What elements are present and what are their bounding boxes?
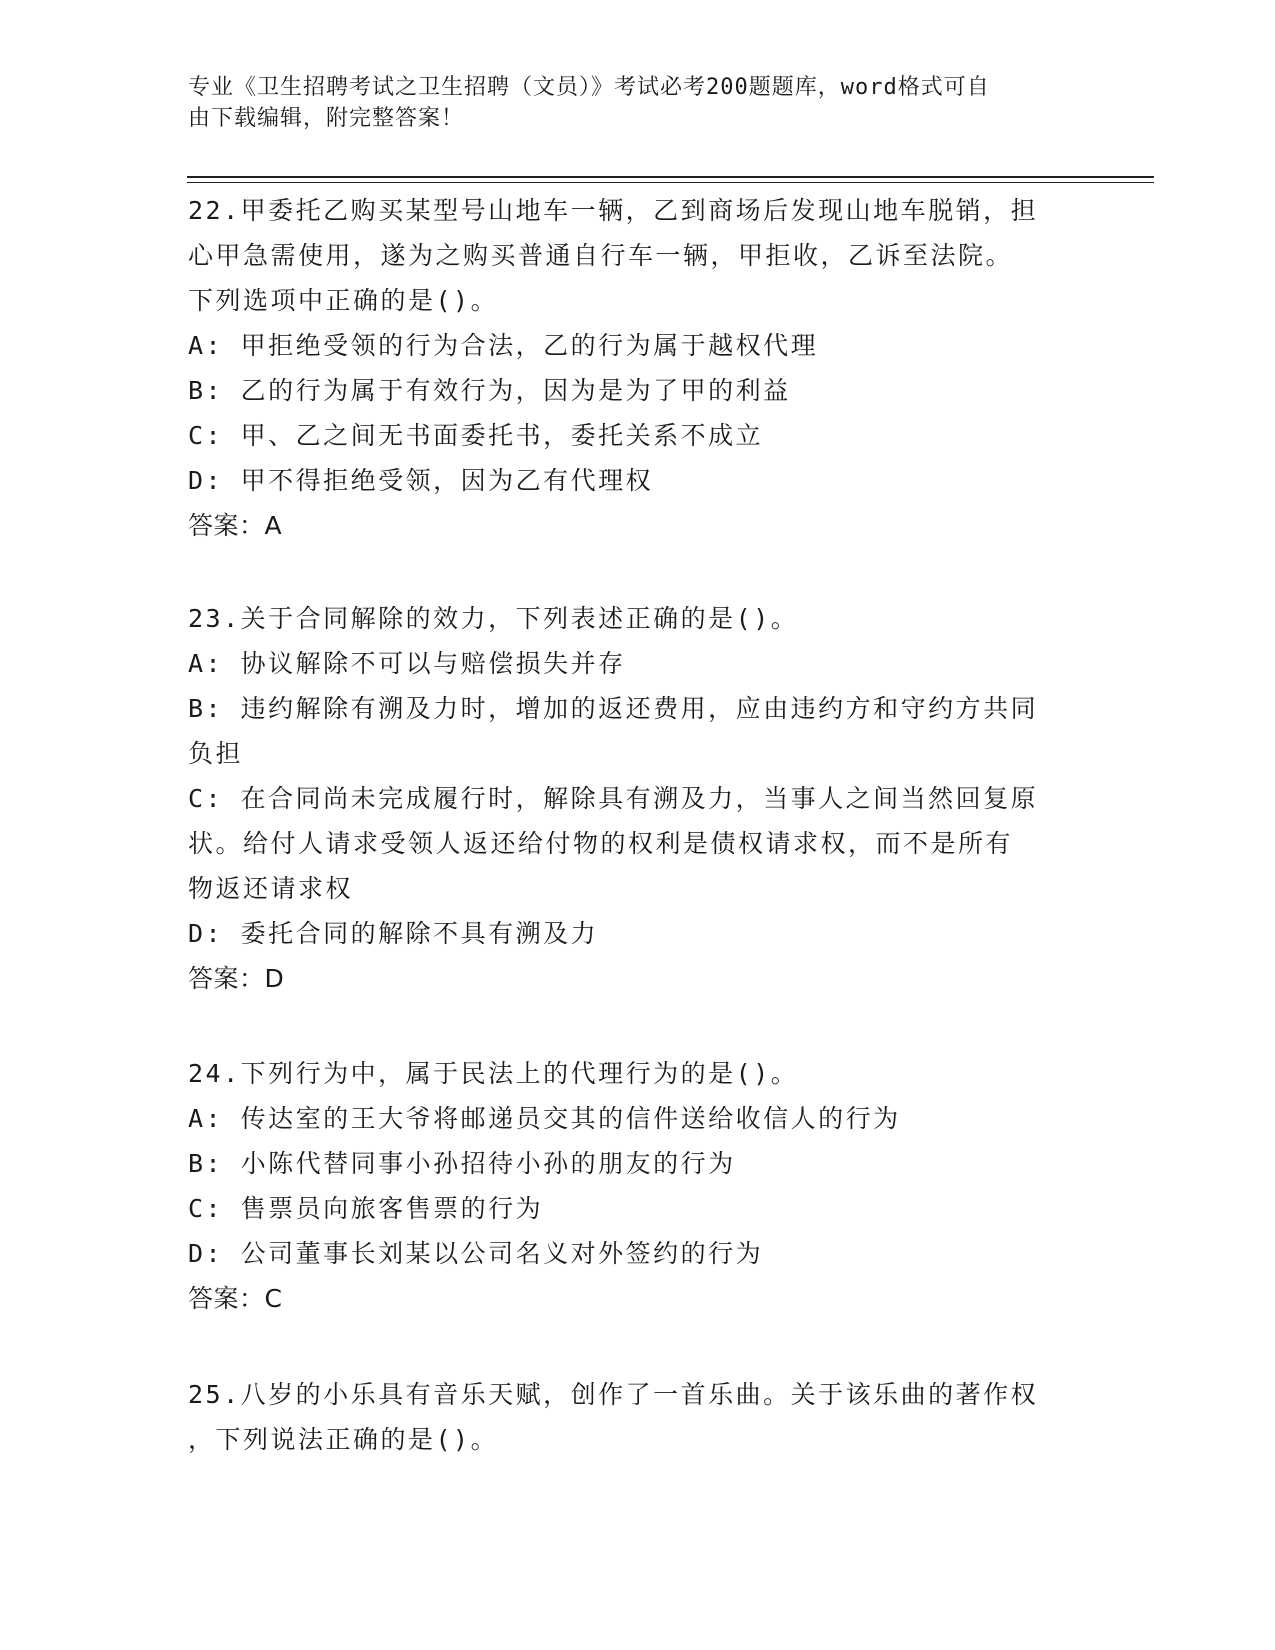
option-b: B: 违约解除有溯及力时，增加的返还费用，应由违约方和守约方共同 — [188, 694, 1039, 723]
option-a: A: 协议解除不可以与赔偿损失并存 — [188, 649, 626, 678]
option-c: C: 甲、乙之间无书面委托书，委托关系不成立 — [188, 421, 764, 450]
option-b: B: 小陈代替同事小孙招待小孙的朋友的行为 — [188, 1149, 736, 1178]
header-line-1: 专业《卫生招聘考试之卫生招聘（文员）》考试必考200题题库，word格式可自 — [188, 75, 990, 100]
option-a: A: 甲拒绝受领的行为合法，乙的行为属于越权代理 — [188, 331, 819, 360]
question-23 — [188, 596, 1088, 1001]
question-25 — [188, 1372, 1088, 1462]
option-d: D: 公司董事长刘某以公司名义对外签约的行为 — [188, 1239, 764, 1268]
header-rule-thin — [187, 182, 1154, 183]
option-c-continued: 状。给付人请求受领人返还给付物的权利是债权请求权，而不是所有 — [188, 829, 1014, 858]
option-c: C: 在合同尚未完成履行时，解除具有溯及力，当事人之间当然回复原 — [188, 784, 1039, 813]
header-line-2: 由下载编辑，附完整答案！ — [188, 106, 465, 131]
header-rule-thick — [187, 176, 1154, 178]
answer-line: 答案：C — [188, 1284, 283, 1313]
option-d: D: 甲不得拒绝受领，因为乙有代理权 — [188, 466, 654, 495]
option-c: C: 售票员向旅客售票的行为 — [188, 1194, 544, 1223]
question-22 — [188, 188, 1088, 548]
option-c-continued: 物返还请求权 — [188, 874, 354, 903]
answer-line: 答案：D — [188, 964, 285, 993]
question-stem-line: 23.关于合同解除的效力，下列表述正确的是()。 — [188, 604, 799, 633]
option-d: D: 委托合同的解除不具有溯及力 — [188, 919, 599, 948]
question-stem-line: 心甲急需使用，遂为之购买普通自行车一辆，甲拒收，乙诉至法院。 — [188, 241, 1014, 270]
question-stem-line: 25.八岁的小乐具有音乐天赋，创作了一首乐曲。关于该乐曲的著作权 — [188, 1380, 1039, 1409]
question-stem-line: ，下列说法正确的是()。 — [188, 1425, 499, 1454]
answer-line: 答案：A — [188, 511, 283, 540]
option-a: A: 传达室的王大爷将邮递员交其的信件送给收信人的行为 — [188, 1104, 901, 1133]
option-b: B: 乙的行为属于有效行为，因为是为了甲的利益 — [188, 376, 791, 405]
question-stem-line: 24.下列行为中，属于民法上的代理行为的是()。 — [188, 1059, 799, 1088]
document-header — [188, 72, 1088, 134]
question-24 — [188, 1051, 1088, 1321]
question-stem-line: 下列选项中正确的是()。 — [188, 286, 499, 315]
question-stem-line: 22.甲委托乙购买某型号山地车一辆，乙到商场后发现山地车脱销，担 — [188, 196, 1039, 225]
option-b-continued: 负担 — [188, 739, 244, 768]
